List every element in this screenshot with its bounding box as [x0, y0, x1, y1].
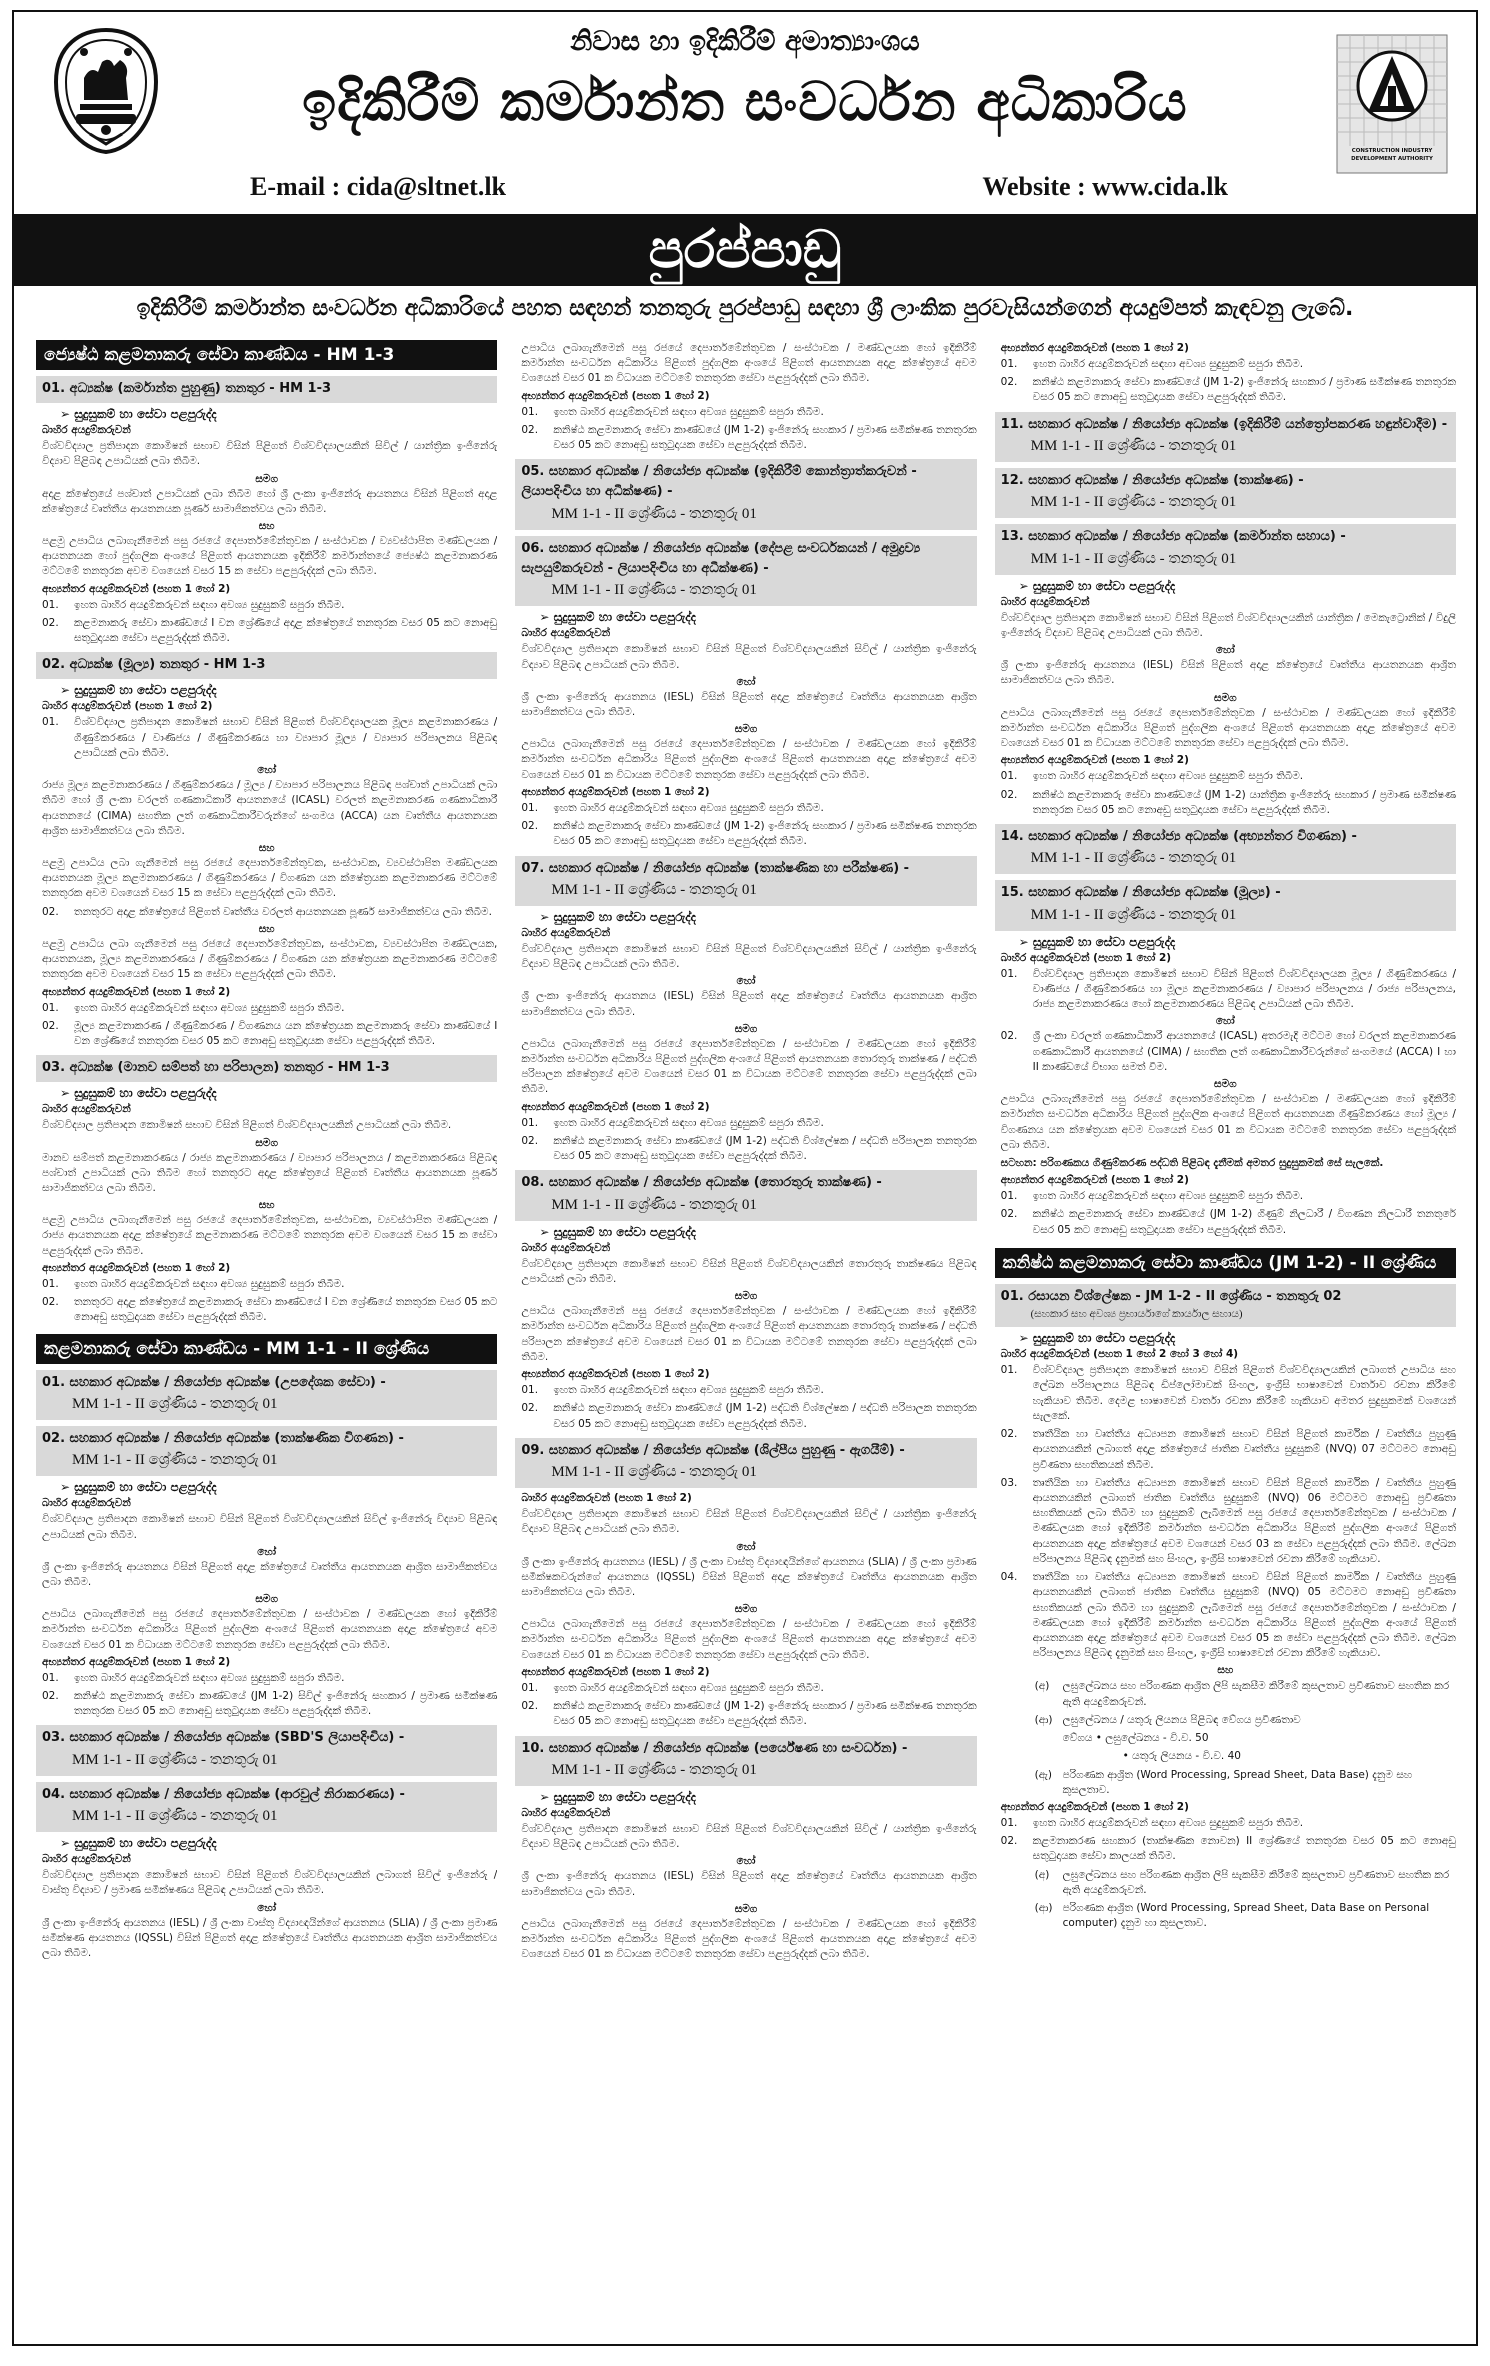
- sub-item: (ආ) පරිගණක ආශ්‍රිත (Word Processing, Spread Sheet, Data Base on Personal computer) දැනුම හා කුසලතාව.: [1034, 1902, 1430, 1930]
- conjunction-text: සහ: [258, 1199, 275, 1212]
- post-title: 14. සහකාර අධ්‍යක්ෂ / නියෝජ්‍ය අධ්‍යක්ෂ (අභ්‍යන්තර විගණන) - MM 1-1 - II ශ්‍රේණිය - තනතුරු 01: [995, 824, 1456, 874]
- column-middle: [515, 340, 976, 2330]
- column-left: [36, 340, 497, 2330]
- internal-applicants-label: අභ්‍යන්තර අයදුම්කරුවන් (පහත 1 හෝ 2): [1000, 342, 1189, 354]
- requirement-text: උපාධිය ලබාගැනීමෙන් පසු රජයේ දෙපාර්තමේන්තුවක / සංස්ථාවක / මණ්ඩලයක හෝ ඉදිකිරීම් කර්මාන්ත සංවර්ධන අධිකාරිය පිළිගත් පුද්ගලික අංශයේ පිළිගත් ආයතනයක තොරතුරු තාක්ෂණ / පද්ධති පරිපාලන ක්ෂේත්‍රයේ අවම වශයෙන් වසර 01 ක විධායක මට්ටමේ තනතුරක සේවා පළපුරුද්දක් ලබා තිබීම.: [521, 1037, 977, 1096]
- category-header: කනිෂ්ඨ කළමනාකරු සේවා කාණ්ඩය (JM 1-2) - II ශ්‍රේණිය: [995, 1248, 1456, 1278]
- requirement-text: විශ්වවිද්‍යාල ප්‍රතිපාදන කොමිෂන් සභාව විසින් පිළිගත් විශ්වවිද්‍යාලයකින් යාන්ත්‍රික / මෙකැට්‍රොනික් / විදුලි ඉංජිනේරු විද්‍යාව පිළිබඳ උපාධියක් ලබා තිබීම.: [1000, 611, 1456, 640]
- numbered-item: 04. තෘතීයික හා වෘත්තීය අධ්‍යාපන කොමිෂන් සභාව විසින් පිළිගත් කාර්මික / වෘත්තීය පුහුණු ආයතනයකින් ලබාගත් ජාතික වෘත්තීය සුදුසුකම් (NVQ) 05 මට්ටමට නොඅඩු ප්‍රවීණතා සහතිකයක් ලබා තිබීම හා සුදුසුකම් ලැබීමෙන් පසු රජයේ දෙපාර්තමේන්තුවක / සංස්ථාවක / මණ්ඩලයක හෝ ඉදිකිරීම් කර්මාන්ත සංවර්ධන අධිකාරිය පිළිගත් පුද්ගලික අංශයේ පිළිගත් ආයතනයක අදාළ ක්ෂේත්‍රයේ අවම වශයෙන් වසර 05 ක සේවා පළපුරුද්දක් ලබා තිබීම. ලේඛන පරිපාලනය පිළිබඳ දැනුමක් සහ සිංහල, ඉංග්‍රීසි භාෂාවෙන් රචනා කිරීමේ හැකියාව.: [1000, 1571, 1456, 1660]
- internal-applicants-label: අභ්‍යන්තර අයදුම්කරුවන් (පහත 1 හෝ 2): [521, 1100, 710, 1113]
- conjunction-text: සමග: [255, 1593, 278, 1606]
- numbered-item: 02. තනතුරට අදාළ ක්ෂේත්‍රයේ පිළිගත් වෘත්තීය වරලත් ආයතනයක පූර්ණ සාමාජිකත්වය ලබා තිබීම.: [42, 905, 492, 918]
- post-title: 15. සහකාර අධ්‍යක්ෂ / නියෝජ්‍ය අධ්‍යක්ෂ (මූල්‍ය) - MM 1-1 - II ශ්‍රේණිය - තනතුරු 01: [995, 880, 1456, 930]
- requirement-text: විශ්වවිද්‍යාල ප්‍රතිපාදන කොමිෂන් සභාව විසින් පිළිගත් විශ්වවිද්‍යාලයකින් සිවිල් / යාන්ත්‍රික ඉංජිනේරු විද්‍යාව පිළිබඳ උපාධියක් ලබා තිබීම.: [521, 1508, 977, 1536]
- numbered-item: 02. කනිෂ්ඨ කළමනාකරු සේවා කාණ්ඩයේ (JM 1-2) යාන්ත්‍රික ඉංජිනේරු සහකාර / ප්‍රමාණ සමීක්ෂණ තනතුරක වසර 05 කට නොඅඩු සතුටුදායක සේවා පළපුරුද්දක් තිබීම.: [1000, 788, 1456, 816]
- external-applicants-label: බාහිර අයදුම්කරුවන් (පහත 1 හෝ 2): [42, 700, 213, 713]
- qualifications-label: ➢ සුදුසුකම් හා සේවා පළපුරුද්ද: [60, 683, 497, 698]
- post-title: 09. සහකාර අධ්‍යක්ෂ / නියෝජ්‍ය අධ්‍යක්ෂ (ශිල්පීය පුහුණු - ඇගයීම්) - MM 1-1 - II ශ්‍රේණිය - තනතුරු 01: [515, 1438, 976, 1488]
- requirement-text: ශ්‍රී ලංකා ඉංජිනේරු ආයතනය (IESL) විසින් පිළිගත් අදාළ ක්ෂේත්‍රයේ වෘත්තීය ආයතනයක ආශ්‍රිත සාමාජිකත්වය ලබා තිබීම.: [1000, 659, 1456, 687]
- numbered-item: 02. කනිෂ්ඨ කළමනාකරු සේවා කාණ්ඩයේ (JM 1-2) ඉංජිනේරු සහකාර / ප්‍රමාණ සමීක්ෂණ තනතුරක වසර 05 කට නොඅඩු සතුටුදායක සේවා පළපුරුද්දක් තිබීම.: [521, 423, 977, 452]
- numbered-item: 01. ඉහත බාහිර අයදුම්කරුවන් සඳහා අවශ්‍ය සුදුසුකම් සපුරා තිබීම.: [1000, 770, 1304, 783]
- numbered-item: 01. විශ්වවිද්‍යාල ප්‍රතිපාදන කොමිෂන් සභාව විසින් පිළිගත් විශ්වවිද්‍යාලයකින් ලබාගත් උපාධිය සහ ලේඛන පරිපාලනය පිළිබඳ ඩිප්ලෝමාවක් සිංහල, ඉංග්‍රීසි භාෂාවෙන් වාර්තාව රචනා කිරීමේ හැකියාව තිබීම. දෙමළ භාෂාවෙන් වාර්තා රචනා කිරීමේ හැකියාව අමතර සුදුසුකමක් වශයෙන් සැලකේ.: [1000, 1364, 1456, 1422]
- requirement-text: විශ්වවිද්‍යාල ප්‍රතිපාදන කොමිෂන් සභාව විසින් පිළිගත් විශ්වවිද්‍යාලයකින් සිවිල් / යාන්ත්‍රික ඉංජිනේරු විද්‍යාව පිළිබඳ උපාධියක් ලබා තිබීම.: [521, 1822, 977, 1851]
- requirement-text: උපාධිය ලබාගැනීමෙන් පසු රජයේ දෙපාර්තමේන්තුවක / සංස්ථාවක / මණ්ඩලයක හෝ ඉදිකිරීම් කර්මාන්ත සංවර්ධන අධිකාරිය පිළිගත් පුද්ගලික අංශයේ පිළිගත් ආයතනයක අදාළ ක්ෂේත්‍රයේ අවම වශයෙන් වසර 01 ක විධායක මට්ටමේ තනතුරක සේවා පළපුරුද්දක් ලබා තිබීම.: [1000, 706, 1456, 750]
- conjunction-text: සහ: [258, 922, 275, 935]
- requirement-text: උපාධිය ලබාගැනීමෙන් පසු රජයේ දෙපාර්තමේන්තුවක / සංස්ථාවක / මණ්ඩලයක හෝ ඉදිකිරීම් කර්මාන්ත සංවර්ධන අධිකාරිය පිළිගත් පුද්ගලික අංශයේ පිළිගත් ආයතනයක තොරතුරු තාක්ෂණ / පද්ධති පරිපාලන ක්ෂේත්‍රයේ අවම වශයෙන් වසර 01 ක විධායක මට්ටමේ තනතුරක සේවා පළපුරුද්දක් ලබා තිබීම.: [521, 1305, 977, 1363]
- conjunction-text: සමග: [255, 472, 278, 485]
- post-title: 07. සහකාර අධ්‍යක්ෂ / නියෝජ්‍ය අධ්‍යක්ෂ (තාක්ෂණික හා පරීක්ෂණ) - MM 1-1 - II ශ්‍රේණිය - තනතුරු 01: [515, 856, 976, 906]
- post-title: 04. සහකාර අධ්‍යක්ෂ / නියෝජ්‍ය අධ්‍යක්ෂ (ආරවුල් නිරාකරණය) - MM 1-1 - II ශ්‍රේණිය - තනතුරු 01: [36, 1782, 497, 1832]
- external-applicants-label: බාහිර අයදුම්කරුවන්: [1000, 595, 1090, 608]
- qualifications-label: ➢ සුදුසුකම් හා සේවා පළපුරුද්ද: [539, 910, 976, 925]
- requirement-text: විශ්වවිද්‍යාල ප්‍රතිපාදන කොමිෂන් සභාව විසින් පිළිගත් විශ්වවිද්‍යාලයකින් සිවිල් / යාන්ත්‍රික ඉංජිනේරු විද්‍යාව පිළිබඳ උපාධියක් ලබා තිබීම.: [521, 942, 977, 971]
- sub-item: (ආ) ලඝුලේඛනය / යතුරු ලියනය පිළිබඳ වේගය ප්‍රවීණතාව: [1034, 1713, 1301, 1726]
- external-applicants-label: බාහිර අයදුම්කරුවන්: [42, 1853, 131, 1866]
- conjunction-text: හෝ: [1215, 1015, 1235, 1028]
- external-applicants-label: බාහිර අයදුම්කරුවන්: [521, 1241, 611, 1254]
- numbered-item: 01. ඉහත බාහිර අයදුම්කරුවන් සඳහා අවශ්‍ය සුදුසුකම් සපුරා තිබීම.: [521, 1116, 824, 1129]
- numbered-item: 02. තනතුරට අදාළ ක්ෂේත්‍රයේ කළමනාකරු සේවා කාණ්ඩයේ I වන ශ්‍රේණියේ තනතුරක වසර 05 කට නොඅඩු සතුටුදායක සේවා පළපුරුද්දක් තිබීම.: [42, 1296, 498, 1324]
- numbered-item: 02. කනිෂ්ඨ කළමනාකරු සේවා කාණ්ඩයේ (JM 1-2) ඉංජිනේරු සහකාර / ප්‍රමාණ සමීක්ෂණ තනතුරක වසර 05 කට නොඅඩු සතුටුදායක සේවා පළපුරුද්දක් තිබීම.: [521, 820, 977, 848]
- external-applicants-label: බාහිර අයදුම්කරුවන් (පහත 1 හෝ 2): [521, 1492, 692, 1505]
- requirement-text: පළමු උපාධිය ලබාගැනීමෙන් පසු රජයේ දෙපාර්තමේන්තුවක / සංස්ථාවක / ව්‍යවස්ථාපිත මණ්ඩලයක / ආයතනයක හෝ පුද්ගලික අංශයේ පිළිගත් ආයතනයක ඉදිකිරීම් කර්මාන්තයේ ජ්‍යෙෂ්ඨ කළමනාකරණ මට්ටමේ තනතුරක අවම වශයෙන් වසර 15 ක සේවා පළපුරුද්දක් ලබා තිබීම.: [42, 535, 498, 578]
- conjunction-text: හෝ: [736, 675, 756, 688]
- external-applicants-label: බාහිර අයදුම්කරුවන් (පහත 1 හෝ 2 හෝ 3 හෝ 4): [1000, 1348, 1239, 1361]
- external-applicants-label: බාහිර අයදුම්කරුවන් (පහත 1 හෝ 2): [1000, 951, 1172, 964]
- vacancies-banner: පුරප්පාඩු: [14, 214, 1476, 286]
- qualifications-label: ➢ සුදුසුකම් හා සේවා පළපුරුද්ද: [60, 1836, 497, 1851]
- internal-applicants-label: අභ්‍යන්තර අයදුම්කරුවන් (පහත 1 හෝ 2): [521, 1665, 710, 1678]
- requirement-text: උපාධිය ලබාගැනීමෙන් පසු රජයේ දෙපාර්තමේන්තුවක / සංස්ථාවක / මණ්ඩලයක හෝ ඉදිකිරීම් කර්මාන්ත සංවර්ධන අධිකාරිය පිළිගත් පුද්ගලික අංශයේ පිළිගත් ආයතනයක අදාළ ක්ෂේත්‍රයේ අවම වශයෙන් වසර 01 ක විධායක මට්ටමේ තනතුරක සේවා පළපුරුද්දක් ලබා තිබීම.: [521, 1917, 977, 1961]
- numbered-item: 01. ඉහත බාහිර අයදුම්කරුවන් සඳහා අවශ්‍ය සුදුසුකම් සපුරා තිබීම.: [1000, 1816, 1304, 1829]
- intro-statement: ඉදිකිරීම් කර්මාන්ත සංවර්ධන අධිකාරියේ පහත සඳහන් තනතුරු පුරප්පාඩු සඳහා ශ්‍රී ලාංකික පුරවැසියන්ගෙන් අයදුම්පත් කැඳවනු ලැබේ.: [136, 296, 1354, 321]
- sub-item: (අ) ලඝුලේඛනය සහ පරිගණක ආශ්‍රිත ලිපි සැකසීම කිරීමේ කුසලතාව ප්‍රවීණතාව සහතික කර ඇති අයදුම්කරුවන්.: [1034, 1680, 1450, 1708]
- requirement-text: පළමු උපාධිය ලබාගැනීමෙන් පසු රජයේ දෙපාර්තමේන්තුවක, සංස්ථාවක, ව්‍යවස්ථාපිත මණ්ඩලයක / රාජ්‍ය ආයතනයක අදාළ ක්ෂේත්‍රයේ කළමනාකරණ මට්ටමේ තනතුරක අවම වශයෙන් වසර 15 ක සේවා පළපුරුද්දක් ලබා තිබීම.: [42, 1214, 498, 1257]
- requirement-text: උපාධිය ලබාගැනීමෙන් පසු රජයේ දෙපාර්තමේන්තුවක / සංස්ථාවක / මණ්ඩලයක හෝ ඉදිකිරීම් කර්මාන්ත සංවර්ධන අධිකාරිය පිළිගත් පුද්ගලික අංශයේ පිළිගත් ආයතනයක අදාළ ක්ෂේත්‍රයේ අවම වශයෙන් වසර 01 ක විධායක මට්ටමේ තනතුරක සේවා පළපුරුද්දක් ලබා තිබීම.: [521, 1618, 977, 1661]
- requirement-text: ශ්‍රී ලංකා ඉංජිනේරු ආයතනය (IESL) / ශ්‍රී ලංකා වාස්තු විද්‍යාඥයින්ගේ ආයතනය (SLIA) / ශ්‍රී ලංකා ප්‍රමාණ සමීක්ෂණ ආයතනය (IQSSL) විසින් පිළිගත් අදාළ ක්ෂේත්‍රයේ වෘත්තීය ආයතනයක ආශ්‍රිත සාමාජිකත්වය ලබා තිබීම.: [42, 1916, 498, 1960]
- external-applicants-label: බාහිර අයදුම්කරුවන්: [521, 1806, 611, 1819]
- cida-logo-icon: [1336, 34, 1448, 174]
- conjunction-text: සමග: [1214, 691, 1237, 704]
- numbered-item: 01. විශ්වවිද්‍යාල ප්‍රතිපාදන කොමිෂන් සභාව විසින් පිළිගත් විශ්වවිද්‍යාලයක මූල්‍ය / ගිණුම්කරණය / වාණිජය / ගිණුම්කරණය හා මූල්‍ය කළමනාකරණය / ව්‍යාපාර පරිපාලනය / රාජ්‍ය පරිපාලනය, රාජ්‍ය කළමනාකරණය හෝ කළමනාකරණය පිළිබඳ උපාධියක් ලබා තිබීම.: [1000, 967, 1456, 1011]
- contact-email[interactable]: E-mail : cida@sltnet.lk: [250, 172, 507, 201]
- contact-website[interactable]: Website : www.cida.lk: [982, 172, 1228, 201]
- sub-item: වේගය • ලඝුලේඛනය - වි.ව. 50: [1062, 1732, 1209, 1745]
- svg-text:DEVELOPMENT AUTHORITY: DEVELOPMENT AUTHORITY: [1351, 156, 1433, 162]
- conjunction-text: සමග: [734, 1902, 758, 1915]
- post-title: 01. සහකාර අධ්‍යක්ෂ / නියෝජ්‍ය අධ්‍යක්ෂ (උපදේශක සේවා) - MM 1-1 - II ශ්‍රේණිය - තනතුරු 01: [36, 1370, 497, 1420]
- requirement-text: උපාධිය ලබාගැනීමෙන් පසු රජයේ දෙපාර්තමේන්තුවක / සංස්ථාවක / මණ්ඩලයක හෝ ඉදිකිරීම් කර්මාන්ත සංවර්ධන අධිකාරිය පිළිගත් පුද්ගලික අංශයේ පිළිගත් ආයතනයක අදාළ ක්ෂේත්‍රයේ අවම වශයෙන් වසර 01 ක විධායක මට්ටමේ තනතුරක සේවා පළපුරුද්දක් ලබා තිබීම.: [521, 342, 977, 385]
- numbered-item: 02. ශ්‍රී ලංකා වරලත් ගණකාධිකාරී ආයතනයේ (ICASL) අතරමැදි මට්ටම හෝ වරලත් කළමනාකරණ ගණකාධිකාරී ආයතනයේ (CIMA) / සහතික ලත් ගණකාධිකාරීවරුන්ගේ සංගමයේ (ACCA) I හා II කාණ්ඩයේ විභාග සමත් වීම.: [1000, 1030, 1456, 1073]
- external-applicants-label: බාහිර අයදුම්කරුවන්: [521, 926, 611, 939]
- internal-applicants-label: අභ්‍යන්තර අයදුම්කරුවන් (පහත 1 හෝ 2): [1000, 754, 1189, 767]
- conjunction-text: සමග: [734, 1022, 758, 1035]
- conjunction-text: හෝ: [257, 1545, 277, 1558]
- internal-applicants-label: අභ්‍යන්තර අයදුම්කරුවන් (පහත 1 හෝ 2): [42, 582, 231, 595]
- requirement-text: පළමු උපාධිය ලබා ගැනීමෙන් පසු රජයේ දෙපාර්තමේන්තුවක, සංස්ථාවක, ව්‍යවස්ථාපිත මණ්ඩලයක ආයතනයක මූල්‍ය කළමනාකරණය / ගිණුම්කරණය / විගණන යන ක්ෂේත්‍රයක කළමනාකරණ මට්ටමේ තනතුරක අවම වශයෙන් වසර 15 ක සේවා පළපුරුද්දක් ලබා තිබීම.: [42, 857, 498, 900]
- requirement-text: විශ්වවිද්‍යාල ප්‍රතිපාදන කොමිෂන් සභාව විසින් පිළිගත් විශ්වවිද්‍යාලයකින් ලබාගත් සිවිල් ඉංජිනේරු / වාස්තු විද්‍යාව / ප්‍රමාණ සමීක්ෂණය පිළිබඳ උපාධියක් ලබා තිබීම.: [42, 1869, 498, 1897]
- internal-applicants-label: අභ්‍යන්තර අයදුම්කරුවන් (පහත 1 හෝ 2): [42, 1655, 231, 1668]
- conjunction-text: සහ: [258, 520, 275, 533]
- numbered-item: 01. ඉහත බාහිර අයදුම්කරුවන් සඳහා අවශ්‍ය සුදුසුකම් සපුරා තිබීම.: [521, 801, 824, 814]
- numbered-item: 02. කළමනාකරණ සහකාර (තාක්ෂණික නොවන) II ශ්‍රේණියේ තනතුරක වසර 05 කට නොඅඩු සතුටුදායක සේවා කාලයක් තිබීම.: [1000, 1835, 1456, 1863]
- ministry-name: නිවාස හා ඉදිකිරීම් අමාත්‍යාංශය: [570, 26, 920, 57]
- numbered-item: 01. ඉහත බාහිර අයදුම්කරුවන් සඳහා අවශ්‍ය සුදුසුකම් සපුරා තිබීම.: [42, 1277, 345, 1290]
- internal-applicants-label: අභ්‍යන්තර අයදුම්කරුවන් (පහත 1 හෝ 2): [42, 985, 231, 998]
- sub-item: (ඇ) පරිගණක ආශ්‍රිත (Word Processing, Spread Sheet, Data Base) දැනුම සහ කුසලතාව.: [1034, 1768, 1413, 1796]
- vacancy-columns: [36, 340, 1456, 2330]
- internal-applicants-label: අභ්‍යන්තර අයදුම්කරුවන් (පහත 1 හෝ 2): [521, 389, 710, 402]
- category-header: කළමනාකරු සේවා කාණ්ඩය - MM 1-1 - II ශ්‍රේණිය: [36, 1334, 497, 1364]
- requirement-text: උපාධිය ලබාගැනීමෙන් පසු රජයේ දෙපාර්තමේන්තුවක / සංස්ථාවක / මණ්ඩලයක හෝ ඉදිකිරීම් කර්මාන්ත සංවර්ධන අධිකාරිය පිළිගත් පුද්ගලික අංශයේ පිළිගත් ආයතනයක අදාළ ක්ෂේත්‍රයේ අවම වශයෙන් වසර 01 ක විධායක මට්ටමේ තනතුරක සේවා පළපුරුද්දක් ලබා තිබීම.: [42, 1608, 498, 1651]
- numbered-item: 01. ඉහත බාහිර අයදුම්කරුවන් සඳහා අවශ්‍ය සුදුසුකම් සපුරා තිබීම.: [521, 1384, 824, 1397]
- numbered-item: 01. ඉහත බාහිර අයදුම්කරුවන් සඳහා අවශ්‍ය සුදුසුකම් සපුරා තිබීම.: [42, 1671, 345, 1684]
- post-title: 10. සහකාර අධ්‍යක්ෂ / නියෝජ්‍ය අධ්‍යක්ෂ (පර්යේෂණ හා සංවර්ධන) - MM 1-1 - II ශ්‍රේණිය - තනතුරු 01: [515, 1736, 976, 1786]
- header: [14, 12, 1476, 210]
- internal-applicants-label: අභ්‍යන්තර අයදුම්කරුවන් (පහත 1 හෝ 2): [1000, 1174, 1189, 1187]
- external-applicants-label: බාහිර අයදුම්කරුවන්: [42, 424, 131, 437]
- requirement-text: ශ්‍රී ලංකා ඉංජිනේරු ආයතනය (IESL) විසින් පිළිගත් අදාළ ක්ෂේත්‍රයේ වෘත්තීය ආයතනයක ආශ්‍රිත සාමාජිකත්වය ලබා තිබීම.: [521, 1870, 977, 1898]
- external-applicants-label: බාහිර අයදුම්කරුවන්: [42, 1497, 131, 1510]
- qualifications-label: ➢ සුදුසුකම් හා සේවා පළපුරුද්ද: [60, 1480, 497, 1495]
- post-title: 12. සහකාර අධ්‍යක්ෂ / නියෝජ්‍ය අධ්‍යක්ෂ (තාක්ෂණ) - MM 1-1 - II ශ්‍රේණිය - තනතුරු 01: [995, 468, 1456, 518]
- numbered-item: 01. විශ්වවිද්‍යාල ප්‍රතිපාදන කොමිෂන් සභාව විසින් පිළිගත් විශ්වවිද්‍යාලයක මූල්‍ය කළමනාකරණය / ගිණුම්කරණය / වාණිජය / ගිණුම්කරණය හා ව්‍යාපාර මූල්‍ය / ව්‍යාපාර පරිපාලනය පිළිබඳ උපාධියක් ලබා තිබීම.: [42, 716, 498, 759]
- numbered-item: 02. කනිෂ්ඨ කළමනාකරු සේවා කාණ්ඩයේ (JM 1-2) සිවිල් ඉංජිනේරු සහකාර / ප්‍රමාණ සමීක්ෂණ තනතුරක වසර 05 කට නොඅඩු සතුටුදායක සේවා පළපුරුද්දක් තිබීම.: [42, 1690, 498, 1718]
- requirement-text: ශ්‍රී ලංකා ඉංජිනේරු ආයතනය විසින් පිළිගත් අදාළ ක්ෂේත්‍රයේ වෘත්තීය ආයතනයක ආශ්‍රිත සාමාජිකත්වය ලබා තිබීම.: [42, 1560, 498, 1588]
- conjunction-text: හෝ: [257, 1901, 277, 1914]
- requirement-text: උපාධිය ලබාගැනීමෙන් පසු රජයේ දෙපාර්තමේන්තුවක / සංස්ථාවක / මණ්ඩලයක හෝ ඉදිකිරීම් කර්මාන්ත සංවර්ධන අධිකාරිය පිළිගත් පුද්ගලික අංශයේ පිළිගත් ආයතනයක ගිණුම්කරණය හෝ මූල්‍ය / විගණනය යන ක්ෂේත්‍රයක අවම වශයෙන් වසර 01 ක විධායක මට්ටමේ තනතුරක සේවා පළපුරුද්දක් ලබා තිබීම.: [1000, 1093, 1456, 1151]
- requirement-text: විශ්වවිද්‍යාල ප්‍රතිපාදන කොමිෂන් සභාව විසින් පිළිගත් විශ්වවිද්‍යාලයකින් තොරතුරු තාක්ෂණය පිළිබඳ උපාධියක් ලබා තිබීම.: [521, 1257, 977, 1285]
- numbered-item: 02. කනිෂ්ඨ කළමනාකරු සේවා කාණ්ඩයේ (JM 1-2) ඉංජිනේරු සහකාර / ප්‍රමාණ සමීක්ෂණ තනතුරක වසර 05 කට නොඅඩු සතුටුදායක සේවා පළපුරුද්දක් තිබීම.: [1000, 376, 1456, 404]
- post-title: 13. සහකාර අධ්‍යක්ෂ / නියෝජ්‍ය අධ්‍යක්ෂ (කර්මාන්ත සහාය) - MM 1-1 - II ශ්‍රේණිය - තනතුරු 01: [995, 524, 1456, 574]
- requirement-text: ශ්‍රී ලංකා ඉංජිනේරු ආයතනය (IESL) විසින් පිළිගත් අදාළ ක්ෂේත්‍රයේ වෘත්තීය ආයතනයක ආශ්‍රිත සාමාජිකත්වය ලබා තිබීම.: [521, 690, 977, 719]
- conjunction-text: හෝ: [1215, 644, 1235, 657]
- requirement-text: විශ්වවිද්‍යාල ප්‍රතිපාදන කොමිෂන් සභාව විසින් පිළිගත් විශ්වවිද්‍යාලයකින් සිවිල් / යාන්ත්‍රික ඉංජිනේරු විද්‍යාව පිළිබඳ උපාධියක් ලබා තිබීම.: [42, 440, 498, 468]
- conjunction-text: හෝ: [736, 975, 756, 988]
- conjunction-text: හෝ: [736, 1540, 756, 1553]
- requirement-text: විශ්වවිද්‍යාල ප්‍රතිපාදන කොමිෂන් සභාව විසින් පිළිගත් විශ්වවිද්‍යාලයකින් උපාධියක් ලබා තිබීම.: [42, 1119, 452, 1132]
- numbered-item: 02. කනිෂ්ඨ කළමනාකරු සේවා කාණ්ඩයේ (JM 1-2) ඉංජිනේරු සහකාර / ප්‍රමාණ සමීක්ෂණ තනතුරක වසර 05 කට නොඅඩු සතුටුදායක සේවා පළපුරුද්දක් තිබීම.: [521, 1700, 977, 1728]
- numbered-item: 01. ඉහත බාහිර අයදුම්කරුවන් සඳහා අවශ්‍ය සුදුසුකම් සපුරා තිබීම.: [1000, 1190, 1304, 1203]
- post-title: 02. සහකාර අධ්‍යක්ෂ / නියෝජ්‍ය අධ්‍යක්ෂ (තාක්ෂණික විගණන) - MM 1-1 - II ශ්‍රේණිය - තනතුරු 01: [36, 1426, 497, 1476]
- qualifications-label: ➢ සුදුසුකම් හා සේවා පළපුරුද්ද: [539, 1790, 976, 1805]
- numbered-item: 02. මූල්‍ය කළමනාකරණ / ගිණුම්කරණ / විගණනය යන ක්ෂේත්‍රයක කළමනාකරු සේවා කාණ්ඩයේ I වන ශ්‍රේණියේ තනතුරක වසර 05 කට නොඅඩු සතුටුදායක සේවා පළපුරුද්දක් තිබීම.: [42, 1019, 498, 1047]
- internal-applicants-label: අභ්‍යන්තර අයදුම්කරුවන් (පහත 1 හෝ 2): [42, 1261, 231, 1274]
- post-title: 03. අධ්‍යක්ෂ (මානව සම්පත් හා පරිපාලන) තනතුර - HM 1-3: [36, 1055, 497, 1082]
- requirement-text: රාජ්‍ය මූල්‍ය කළමනාකරණය / ගිණුම්කරණය / මූල්‍ය / ව්‍යාපාර පරිපාලනය පිළිබඳ පශ්චාත් උපාධියක් ලබා තිබීම හෝ ශ්‍රී ලංකා වරලත් ගණකාධිකාරී ආයතනයේ (ICASL) වරලත් කළමනාකරණ ගණකාධිකාරී ආයතනයේ (CIMA) සහතික ලත් ගණකාධිකාරීවරුන්ගේ සංගමය (ACCA) යන වෘත්තීය ආයතනයක ආශ්‍රිත සාමාජිකත්වය ලබා තිබීම.: [42, 779, 498, 837]
- requirement-text: පළමු උපාධිය ලබා ගැනීමෙන් පසු රජයේ දෙපාර්තමේන්තුවක, සංස්ථාවක, ව්‍යවස්ථාපිත මණ්ඩලයක, ආයතනයක, මූල්‍ය කළමනාකරණය / ගිණුම්කරණය / විගණන යන ක්ෂේත්‍රයක කළමනාකරණ මට්ටමේ තනතුරක අවම වශයෙන් වසර 15 ක සේවා පළපුරුද්දක් ලබා තිබීම.: [42, 937, 498, 981]
- numbered-item: 02. කනිෂ්ඨ කළමනාකරු සේවා කාණ්ඩයේ (JM 1-2) ගිණුම් නිලධාරී / විගණන නිලධාරී තනතුරේ වසර 05 කට නොඅඩු සතුටුදායක සේවා පළපුරුද්දක් තිබීම.: [1000, 1208, 1456, 1236]
- numbered-item: 03. තෘතීයික හා වෘත්තීය අධ්‍යාපන කොමිෂන් සභාව විසින් පිළිගත් කාර්මික / වෘත්තීය පුහුණු ආයතනයකින් ලබාගත් ජාතික වෘත්තීය සුදුසුකම් (NVQ) 06 මට්ටමට නොඅඩු ප්‍රවීණතා සහතිකයක් ලබා තිබීම හා සුදුසුකම් ලැබීමෙන් පසු රජයේ දෙපාර්තමේන්තුවක / සංස්ථාවක / මණ්ඩලයක හෝ ඉදිකිරීම් කර්මාන්ත සංවර්ධන අධිකාරිය පිළිගත් පුද්ගලික අංශයේ පිළිගත් ආයතනයක අදාළ ක්ෂේත්‍රයේ අවම වශයෙන් වසර 03 ක සේවා පළපුරුද්දක් ලබා තිබීම. ලේඛන පරිපාලනය පිළිබඳ දැනුමක් සහ සිංහල, ඉංග්‍රීසි භාෂාවෙන් රචනා කිරීමේ හැකියාව.: [1000, 1476, 1456, 1565]
- conjunction-text: සමග: [734, 723, 758, 736]
- qualifications-label: ➢ සුදුසුකම් හා සේවා පළපුරුද්ද: [60, 1086, 497, 1101]
- requirement-text: විශ්වවිද්‍යාල ප්‍රතිපාදන කොමිෂන් සභාව විසින් පිළිගත් විශ්වවිද්‍යාලයකින් සිවිල් ඉංජිනේරු විද්‍යාව පිළිබඳ උපාධියක් ලබා තිබීම.: [42, 1513, 498, 1541]
- qualifications-label: ➢ සුදුසුකම් හා සේවා පළපුරුද්ද: [1019, 935, 1456, 950]
- numbered-item: 01. ඉහත බාහිර අයදුම්කරුවන් සඳහා අවශ්‍ය සුදුසුකම් සපුරා තිබීම.: [1000, 358, 1304, 370]
- qualifications-label: ➢ සුදුසුකම් හා සේවා පළපුරුද්ද: [1019, 579, 1456, 594]
- advertisement-page: [12, 10, 1478, 2346]
- numbered-item: 01. ඉහත බාහිර අයදුම්කරුවන් සඳහා අවශ්‍ය සුදුසුකම් සපුරා තිබීම.: [521, 1681, 824, 1694]
- column-right: [995, 340, 1456, 2330]
- conjunction-text: හෝ: [736, 1855, 756, 1868]
- svg-text:CONSTRUCTION INDUSTRY: CONSTRUCTION INDUSTRY: [1351, 148, 1433, 154]
- numbered-item: 01. ඉහත බාහිර අයදුම්කරුවන් සඳහා අවශ්‍ය සුදුසුකම් සපුරා තිබීම.: [42, 598, 345, 611]
- conjunction-text: සමග: [734, 1603, 758, 1616]
- requirement-text: මානව සම්පත් කළමනාකරණය / රාජ්‍ය කළමනාකරණය / ව්‍යාපාර පරිපාලනය / කළමනාකරණය පිළිබඳ පශ්චාත් උපාධියක් ලබා තිබීම හෝ තනතුරට අදාළ ක්ෂේත්‍රයේ පිළිගත් වෘත්තීය ආයතනයක පූර්ණ සාමාජිකත්වය ලබා තිබීම.: [42, 1151, 498, 1194]
- internal-applicants-label: අභ්‍යන්තර අයදුම්කරුවන් (පහත 1 හෝ 2): [521, 1368, 710, 1381]
- post-title: 06. සහකාර අධ්‍යක්ෂ / නියෝජ්‍ය අධ්‍යක්ෂ (දේපළ සංවර්ධකයන් / අමුද්‍රව්‍ය සැපයුම්කරුවන් - ලියාපදිංචිය හා අධීක්ෂණ) - MM 1-1 - II ශ්‍රේණිය - තනතුරු 01: [515, 536, 976, 607]
- external-applicants-label: බාහිර අයදුම්කරුවන්: [42, 1103, 131, 1116]
- internal-applicants-label: අභ්‍යන්තර අයදුම්කරුවන් (පහත 1 හෝ 2): [521, 785, 710, 798]
- requirement-text: ශ්‍රී ලංකා ඉංජිනේරු ආයතනය (IESL) විසින් පිළිගත් අදාළ ක්ෂේත්‍රයේ වෘත්තීය ආයතනයක ආශ්‍රිත සාමාජිකත්වය ලබා තිබීම.: [521, 990, 977, 1018]
- qualifications-label: ➢ සුදුසුකම් හා සේවා පළපුරුද්ද: [539, 1225, 976, 1240]
- conjunction-text: සමග: [1214, 1078, 1237, 1091]
- numbered-item: 02. කනිෂ්ඨ කළමනාකරු සේවා කාණ්ඩයේ (JM 1-2) පද්ධති විශ්ලේෂක / පද්ධති පරිපාලක තනතුරක වසර 05 කට නොඅඩු සතුටුදායක සේවා පළපුරුද්දක් තිබීම.: [521, 1134, 977, 1163]
- post-title: 03. සහකාර අධ්‍යක්ෂ / නියෝජ්‍ය අධ්‍යක්ෂ (SBD'S ලියාපදිංචිය) - MM 1-1 - II ශ්‍රේණිය - තනතුරු 01: [36, 1725, 497, 1775]
- numbered-item: 01. ඉහත බාහිර අයදුම්කරුවන් සඳහා අවශ්‍ය සුදුසුකම් සපුරා තිබීම.: [42, 1001, 345, 1014]
- note-text: සටහන: පරිගණකය ගිණුම්කරණ පද්ධති පිළිබඳ දැනීමක් අමතර සුදුසුකමක් සේ සැලකේ.: [1000, 1156, 1384, 1169]
- external-applicants-label: බාහිර අයදුම්කරුවන්: [521, 627, 611, 640]
- requirement-text: විශ්වවිද්‍යාල ප්‍රතිපාදන කොමිෂන් සභාව විසින් පිළිගත් විශ්වවිද්‍යාලයකින් සිවිල් / යාන්ත්‍රික ඉංජිනේරු විද්‍යාව පිළිබඳ උපාධියක් ලබා තිබීම.: [521, 643, 977, 671]
- numbered-item: 02. කළමනාකරු සේවා කාණ්ඩයේ I වන ශ්‍රේණියේ අදාළ ක්ෂේත්‍රයේ තනතුරක වසර 05 කට නොඅඩු සතුටුදායක සේවා පළපුරුද්දක් තිබීම.: [42, 616, 498, 645]
- sub-item: • යතුරු ලියනය - වි.ව. 40: [1122, 1750, 1241, 1763]
- post-title: 05. සහකාර අධ්‍යක්ෂ / නියෝජ්‍ය අධ්‍යක්ෂ (ඉදිකිරීම් කොන්ත්‍රාත්කරුවන් - ලියාපදිංචිය හා අධීක්ෂණ) - MM 1-1 - II ශ්‍රේණිය - තනතුරු 01: [515, 459, 976, 530]
- internal-applicants-label: අභ්‍යන්තර අයදුම්කරුවන් (පහත 1 හෝ 2): [1000, 1800, 1189, 1813]
- conjunction-text: හෝ: [257, 764, 277, 777]
- conjunction-text: සමග: [734, 1290, 758, 1303]
- post-title: 01. රසායන විශ්ලේෂක - JM 1-2 - II ශ්‍රේණිය - තනතුරු 02 (සහකාර සහ අවශ්‍ය ප්‍රභාර්යාගේ කාර්යාල සහාය): [995, 1284, 1456, 1327]
- post-title: 08. සහකාර අධ්‍යක්ෂ / නියෝජ්‍ය අධ්‍යක්ෂ (තොරතුරු තාක්ෂණ) - MM 1-1 - II ශ්‍රේණිය - තනතුරු 01: [515, 1170, 976, 1220]
- conjunction-text: සහ: [258, 842, 275, 854]
- requirement-text: උපාධිය ලබාගැනීමෙන් පසු රජයේ දෙපාර්තමේන්තුවක / සංස්ථාවක / මණ්ඩලයක හෝ ඉදිකිරීම් කර්මාන්ත සංවර්ධන අධිකාරිය පිළිගත් පුද්ගලික අංශයේ පිළිගත් ආයතනයක අදාළ ක්ෂේත්‍රයේ අවම වශයෙන් වසර 01 ක විධායක මට්ටමේ තනතුරක සේවා පළපුරුද්දක් ලබා තිබීම.: [521, 738, 977, 781]
- post-title: 02. අධ්‍යක්ෂ (මූල්‍ය) තනතුර - HM 1-3: [36, 652, 497, 679]
- sub-item: (අ) ලඝුලේඛනය සහ පරිගණක ආශ්‍රිත ලිපි සැකසීම කිරීමේ කුසලතාව ප්‍රවීණතාව සහතික කර ඇති අයදුම්කරුවන්.: [1034, 1868, 1450, 1896]
- category-header: ජ්‍යෙෂ්ඨ කළමනාකරු සේවා කාණ්ඩය - HM 1-3: [36, 340, 497, 370]
- numbered-item: 02. කනිෂ්ඨ කළමනාකරු සේවා කාණ්ඩයේ (JM 1-2) පද්ධති විශ්ලේෂක / පද්ධති පරිපාලක තනතුරක වසර 05 කට නොඅඩු සතුටුදායක සේවා පළපුරුද්දක් තිබීම.: [521, 1402, 977, 1430]
- requirement-text: ශ්‍රී ලංකා ඉංජිනේරු ආයතනය (IESL) / ශ්‍රී ලංකා වාස්තු විද්‍යාඥයින්ගේ ආයතනය (SLIA) / ශ්‍රී ලංකා ප්‍රමාණ සමීක්ෂකවරුන්ගේ ආයතනය (IQSSL) විසින් පිළිගත් අදාළ ක්ෂේත්‍රයේ වෘත්තීය ආයතනයක ආශ්‍රිත සාමාජිකත්වය ලබා තිබීම.: [521, 1555, 977, 1598]
- authority-name: ඉදිකිරීම් කර්මාන්ත සංවර්ධන අධිකාරිය: [302, 70, 1188, 133]
- conjunction-text: සහ: [1217, 1664, 1234, 1677]
- post-title: 11. සහකාර අධ්‍යක්ෂ / නියෝජ්‍ය අධ්‍යක්ෂ (ඉදිකිරීම් යන්ත්‍රෝපකරණ හඳුන්වාදීම) - MM 1-1 - II ශ්‍රේණිය - තනතුරු 01: [995, 412, 1456, 462]
- post-title: 01. අධ්‍යක්ෂ (කර්මාන්ත පුහුණු) තනතුර - HM 1-3: [36, 376, 497, 403]
- qualifications-label: ➢ සුදුසුකම් හා සේවා පළපුරුද්ද: [60, 407, 497, 422]
- numbered-item: 01. ඉහත බාහිර අයදුම්කරුවන් සඳහා අවශ්‍ය සුදුසුකම් සපුරා තිබීම.: [521, 405, 824, 418]
- qualifications-label: ➢ සුදුසුකම් හා සේවා පළපුරුද්ද: [1019, 1331, 1456, 1346]
- conjunction-text: සමග: [255, 1136, 278, 1149]
- requirement-text: අදාළ ක්ෂේත්‍රයේ පශ්චාත් උපාධියක් ලබා තිබීම හෝ ශ්‍රී ලංකා ඉංජිනේරු ආයතනය විසින් පිළිගත් අදාළ ක්ෂේත්‍රයේ වෘත්තීය ආයතනයක පූර්ණ සාමාජිකත්වය ලබා තිබීම.: [42, 487, 498, 515]
- qualifications-label: ➢ සුදුසුකම් හා සේවා පළපුරුද්ද: [539, 610, 976, 625]
- numbered-item: 02. තෘතීයික හා වෘත්තීය අධ්‍යාපන කොමිෂන් සභාව විසින් පිළිගත් කාර්මික / වෘත්තීය පුහුණු ආයතනයකින් ලබාගත් අදාළ ක්ෂේත්‍රයේ ජාතික වෘත්තීය සුදුසුකම් (NVQ) 07 මට්ටමට නොඅඩු ප්‍රවීණතා සහතිකයක් තිබීම.: [1000, 1428, 1456, 1471]
